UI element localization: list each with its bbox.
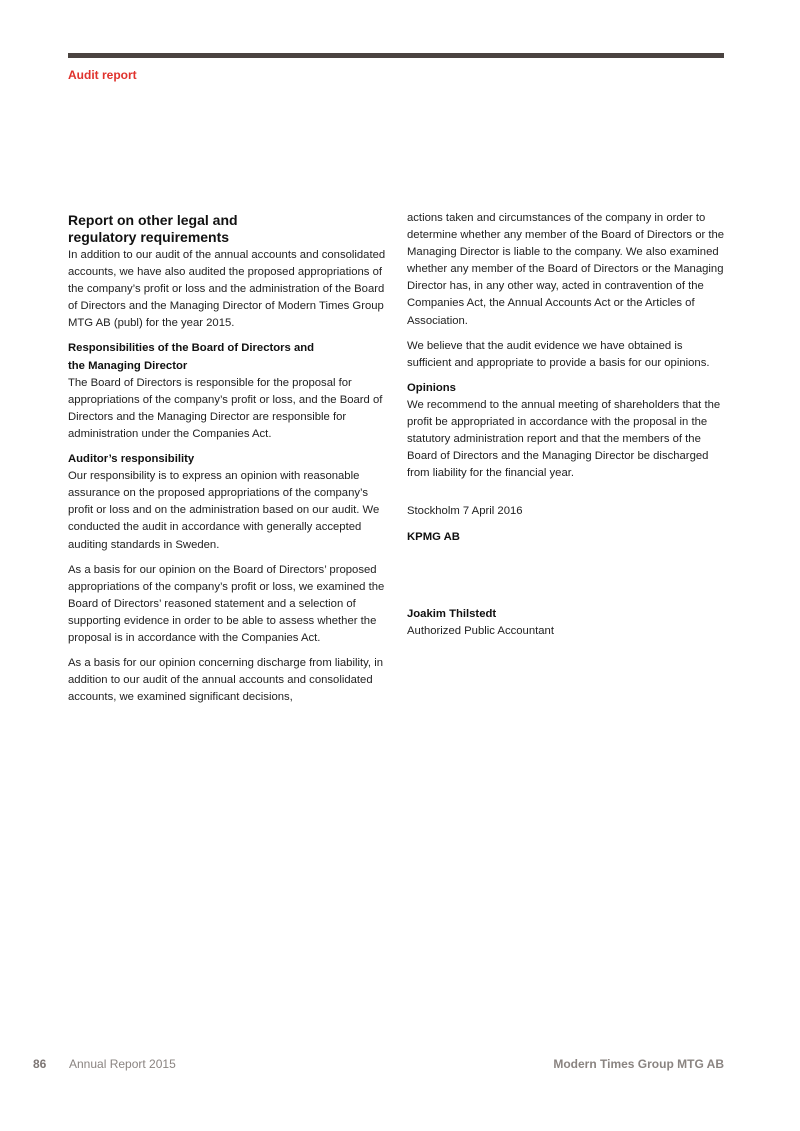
right-column — [407, 210, 727, 640]
responsibilities-heading-line2: the Managing Director — [68, 359, 188, 372]
section-heading-line2: regulatory requirements — [68, 229, 230, 245]
place-date: Stockholm 7 April 2016 — [407, 505, 523, 518]
responsibilities-heading-line1: Responsibilities of the Board of Directors and — [68, 342, 315, 355]
signatory-name: Joakim Thilstedt — [407, 607, 497, 620]
intro-paragraph: In addition to our audit of the annual accounts and consolidated accounts, we have also audited the proposed appropriations of the company’s profit or loss and the administration of the Board of Directors and the Managing Director of Modern Times Group MTG AB (publ) for the year 2015. — [68, 249, 386, 330]
company-name: Modern Times Group MTG AB — [553, 1057, 724, 1071]
responsibilities-heading — [68, 340, 388, 374]
responsibilities-paragraph: The Board of Directors is responsible for the proposal for appropriations of the company’s profit or loss, and the Board of Directors and the Managing Director are responsible for administration under the Companies Act. — [68, 376, 383, 440]
evidence-paragraph: We believe that the audit evidence we have obtained is sufficient and appropriate to provide a basis for our opinions. — [407, 339, 710, 369]
basis-paragraph-2: As a basis for our opinion concerning discharge from liability, in addition to our audit of the annual accounts and consolidated accounts, we examined significant decisions, — [68, 657, 384, 704]
header-rule — [68, 53, 724, 58]
signatory-title: Authorized Public Accountant — [407, 624, 554, 637]
section-heading — [68, 212, 388, 246]
report-name: Annual Report 2015 — [69, 1057, 176, 1071]
auditor-responsibility-heading: Auditor’s responsibility — [68, 453, 195, 466]
page-number: 86 — [33, 1057, 47, 1071]
section-heading-line1: Report on other legal and — [68, 212, 238, 228]
basis-paragraph-1: As a basis for our opinion on the Board of Directors’ proposed appropriations of the company’s profit or loss, we examined the Board of Directors’ reasoned statement and a selection of supporting evidence in order to be able to assess whether the proposal is in accordance with the Companies Act. — [68, 563, 385, 644]
auditor-responsibility-paragraph: Our responsibility is to express an opinion with reasonable assurance on the proposed appropriations of the company’s profit or loss and on the administration based on our audit. We conducted the audit in accordance with generally accepted auditing standards in Sweden. — [68, 470, 380, 551]
left-column — [68, 210, 388, 714]
section-label: Audit report — [68, 68, 137, 82]
audit-firm: KPMG AB — [407, 530, 460, 543]
opinions-paragraph: We recommend to the annual meeting of shareholders that the profit be appropriated in accordance with the proposal in the statutory administration report and that the members of the Board of Directors and the Managing Director be discharged from liability for the financial year. — [407, 398, 721, 480]
continued-paragraph: actions taken and circumstances of the company in order to determine whether any member of the Board of Directors or the Managing Director is liable to the company. We also examined whether any member of the Board of Directors or the Managing Director has, in any other way, acted in contravention of the Companies Act, the Annual Accounts Act or the Articles of Association. — [407, 212, 725, 327]
opinions-heading: Opinions — [407, 381, 456, 394]
